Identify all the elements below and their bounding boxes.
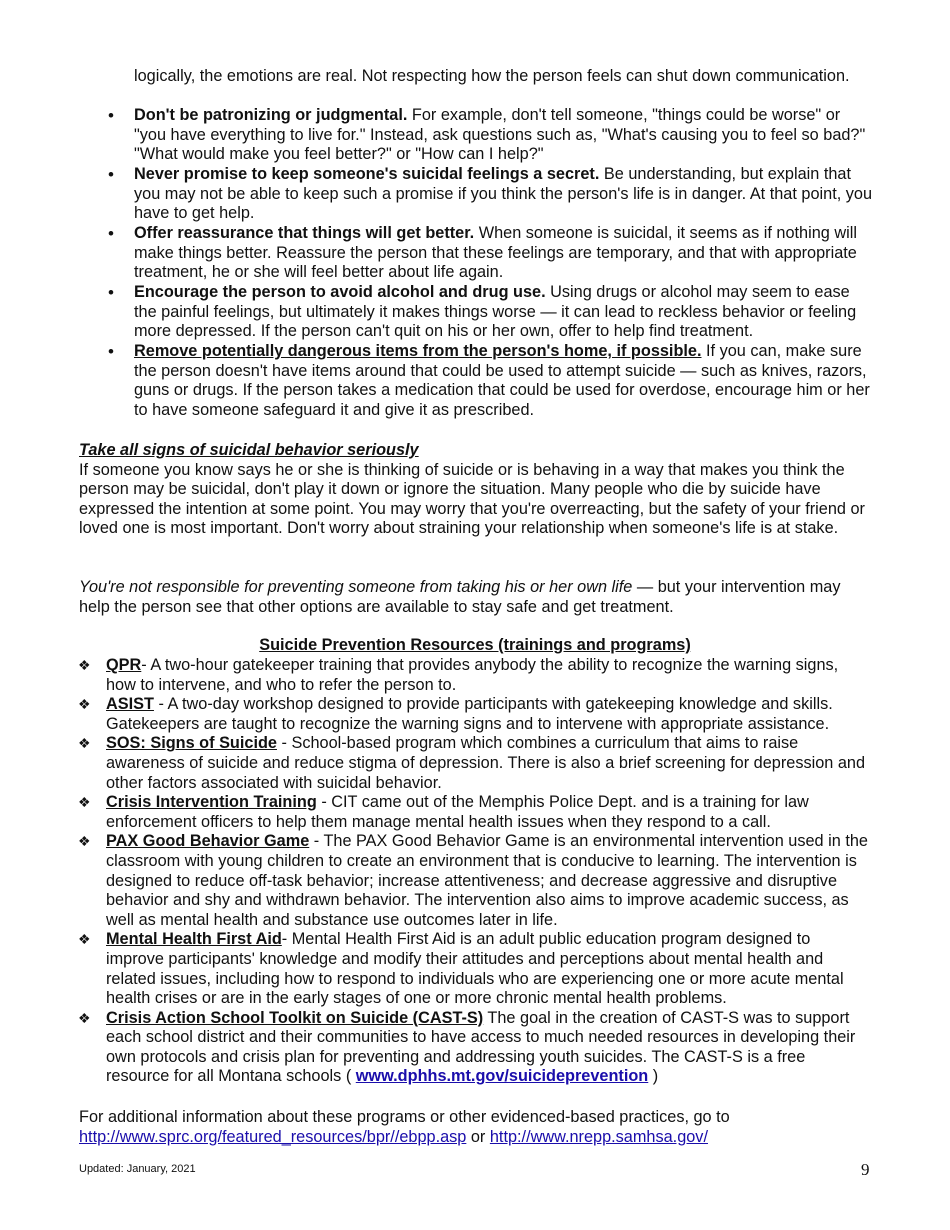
dphhs-link[interactable]: www.dphhs.mt.gov/suicideprevention — [355, 1067, 649, 1086]
tip-item — [134, 106, 874, 165]
resource-name: QPR — [106, 656, 142, 674]
additional-info-text: For additional information about these programs or other evidenced-based practices, go to — [79, 1108, 730, 1126]
additional-info-paragraph — [79, 1108, 874, 1147]
resource-text-close: ) — [648, 1067, 659, 1086]
tip-item — [134, 342, 874, 420]
resource-name: Crisis Intervention Training — [106, 793, 317, 812]
diamond-bullet-icon: ❖ — [78, 657, 91, 673]
resource-name: SOS: Signs of Suicide — [106, 734, 277, 753]
resource-item — [78, 930, 871, 1008]
footer-updated-date: Updated: January, 2021 — [79, 1163, 196, 1175]
diamond-bullet-icon: ❖ — [78, 833, 91, 850]
resource-text: - CIT came out of the Memphis Police Dept. and is a training for law enforcement officers to help them manage mental health issues when they respond to a call. — [106, 793, 809, 831]
resource-text: - School-based program which combines a curriculum that aims to raise awareness of suicide and reduce stigma of depression. There is also a brief screening for depression and other factors associated with suicidal behavior. — [106, 734, 866, 792]
tip-bold: Offer reassurance that things will get better. — [134, 224, 475, 242]
resource-name: Crisis Action School Toolkit on Suicide (CAST-S) — [106, 1008, 484, 1027]
resources-list — [78, 656, 871, 1087]
nrepp-link[interactable]: http://www.nrepp.samhsa.gov/ — [489, 1127, 708, 1146]
tip-text: Be understanding, but explain that you may not be able to keep such a promise if you think the person's life is in danger. At that point, you have to get help. — [134, 165, 873, 223]
resource-name: Mental Health First Aid — [106, 930, 282, 949]
resource-item — [78, 695, 871, 734]
continuation-text: logically, the emotions are real. Not respecting how the person feels can shut down communication. — [134, 67, 850, 85]
diamond-bullet-icon: ❖ — [78, 794, 91, 811]
tip-item — [134, 224, 874, 283]
resource-item — [78, 832, 871, 930]
page-number: 9 — [861, 1160, 870, 1179]
responsibility-italic: You're not responsible for preventing someone from taking his or her own life — [79, 578, 633, 596]
resource-text: - A two-day workshop designed to provide participants with gatekeeping knowledge and skills. Gatekeepers are taught to recognize the warning signs and to intervene with appropriate assistance. — [106, 695, 833, 733]
diamond-bullet-icon: ❖ — [78, 696, 91, 713]
tip-text: For example, don't tell someone, "things could be worse" or "you have everything to live for." Instead, ask questions such as, "What's causing you to feel so bad?" "What would make you feel better?" or "How can I help?" — [134, 106, 866, 164]
sprc-link[interactable]: http://www.sprc.org/featured_resources/bpr//ebpp.asp — [79, 1127, 467, 1146]
diamond-bullet-icon: ❖ — [78, 735, 91, 752]
tip-bold: Never promise to keep someone's suicidal feelings a secret. — [134, 165, 600, 183]
responsibility-text: — but your intervention may help the person see that other options are available to stay safe and get treatment. — [79, 578, 841, 616]
resource-item — [78, 1008, 871, 1087]
tip-bold: Don't be patronizing or judgmental. — [134, 106, 408, 124]
tip-bold: Remove potentially dangerous items from the person's home, if possible. — [134, 342, 702, 360]
tip-item — [134, 165, 874, 224]
resource-text: - A two-hour gatekeeper training that provides anybody the ability to recognize the warning signs, how to intervene, and who to refer the person to. — [106, 656, 839, 694]
tip-text: Using drugs or alcohol may seem to ease the painful feelings, but ultimately it makes things worse — it can lead to reckless behavior or feeling more depressed. If the person can't quit on his or her own, offer to help find treatment. — [134, 283, 857, 341]
responsibility-paragraph — [79, 578, 874, 617]
tips-list — [134, 106, 874, 420]
resource-text: - Mental Health First Aid is an adult public education program designed to improve participants' knowledge and modify their attitudes and perceptions about mental health and related issues, including how to respond to individuals who are experiencing one or more acute mental health crises or are in the early stages of one or more chronic mental health problems. — [106, 930, 844, 1008]
signs-paragraph: If someone you know says he or she is thinking of suicide or is behaving in a way that makes you think the person may be suicidal, don't play it down or ignore the situation. Many people who die by suicide have expressed the intention at some point. You may worry that you're overreacting, but the safety of your friend or loved one is most important. Don't worry about straining your relationship when someone's life is at stake. — [79, 460, 865, 538]
resource-name: ASIST — [106, 695, 154, 714]
signs-heading: Take all signs of suicidal behavior seriously — [79, 441, 419, 459]
resource-item — [78, 656, 871, 695]
tip-text: When someone is suicidal, it seems as if nothing will make things better. Reassure the person that these feelings are temporary, and that with appropriate treatment, he or she will feel better about life again. — [134, 224, 857, 282]
tip-item — [134, 283, 874, 342]
diamond-bullet-icon: ❖ — [78, 931, 91, 948]
tip-text: If you can, make sure the person doesn't have items around that could be used to attempt suicide — such as knives, razors, guns or drugs. If the person takes a medication that could be used for overdose, encourage him or her to have someone safeguard it and give it as prescribed. — [134, 342, 870, 419]
resource-name: PAX Good Behavior Game — [106, 832, 310, 851]
resource-item — [78, 793, 871, 832]
resource-text: The goal in the creation of CAST-S was to support each school district and their communities to have access to much needed resources in developing their own protocols and crisis plan for preventing and addressing youth suicides. The CAST-S is a free resource for all Montana schools ( — [106, 1008, 856, 1086]
diamond-bullet-icon: ❖ — [78, 1009, 91, 1026]
resource-item — [78, 734, 871, 793]
resources-title: Suicide Prevention Resources (trainings and programs) — [259, 636, 691, 654]
signs-section — [79, 441, 874, 539]
tip-bold: Encourage the person to avoid alcohol and drug use. — [134, 283, 546, 301]
resource-text: - The PAX Good Behavior Game is an environmental intervention used in the classroom with young children to create an environment that is conducive to learning. The intervention is designed to reduce off-task behavior; increase attentiveness; and decrease aggressive and disruptive behavior and shy and withdrawn behavior. The intervention also aims to improve academic success, as well as mental health and substance use outcomes later in life. — [106, 832, 868, 929]
or-text: or — [466, 1127, 490, 1146]
